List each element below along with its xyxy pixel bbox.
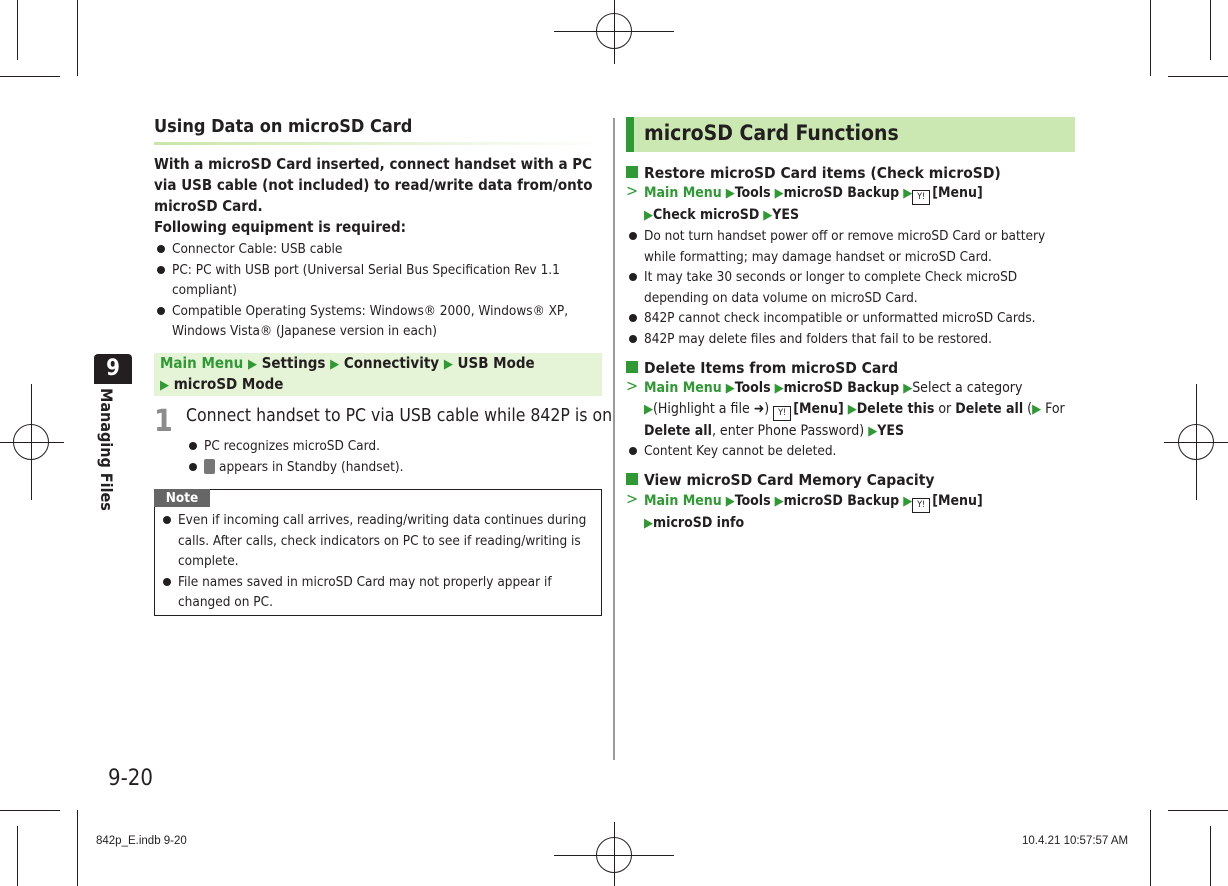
path-item: Tools — [734, 185, 771, 201]
heading-text: microSD Card Functions — [644, 121, 899, 145]
list-item: File names saved in microSD Card may not properly appear if changed on PC. — [160, 572, 596, 613]
triangle-icon: ▶ — [903, 494, 913, 509]
chevron-right-icon: > — [626, 181, 639, 200]
y-key-icon: Y! — [912, 498, 930, 513]
path-item: [Menu] — [932, 185, 983, 201]
chapter-number: 9 — [94, 354, 132, 384]
path-item: microSD info — [653, 515, 745, 531]
registration-mark — [13, 424, 49, 460]
triangle-icon: ▶ — [644, 516, 653, 531]
path-item: Check microSD — [653, 207, 760, 223]
square-icon — [626, 361, 638, 373]
triangle-icon: ▶ — [644, 208, 653, 223]
chevron-right-icon: > — [626, 489, 639, 508]
triangle-icon: ▶ — [763, 208, 773, 223]
intro — [154, 154, 594, 238]
path-item: microSD Backup — [783, 493, 900, 509]
crop-mark — [1210, 0, 1211, 60]
path-item: YES — [877, 423, 905, 439]
list-item: PC: PC with USB port (Universal Serial Bus Specification Rev 1.1 compliant) — [154, 260, 574, 301]
subsection-title — [626, 164, 1001, 182]
list-item: It may take 30 seconds or longer to complete Check microSD depending on data volume on microSD Card. — [626, 267, 1062, 308]
square-icon — [626, 473, 638, 485]
crop-mark — [0, 76, 60, 77]
path-item: microSD Backup — [783, 185, 900, 201]
subsection-title-text: Restore microSD Card items (Check microSD) — [644, 164, 1001, 182]
operation-path: Main Menu ▶Tools ▶microSD Backup ▶Select a category ▶(Highlight a file ➜) Y! [Menu] ▶Delete this or Delete all (▶ For Delete all, enter Phone Password) ▶YES — [644, 380, 1065, 439]
list-item-text: appears in Standby (handset). — [219, 458, 404, 475]
column-divider — [613, 118, 615, 760]
triangle-icon: ▶ — [868, 424, 878, 439]
triangle-icon: ▶ — [330, 357, 340, 372]
triangle-icon: ▶ — [644, 402, 653, 417]
intro-text: With a microSD Card inserted, connect handset with a PC via USB cable (not included) to read/write data from/onto microSD Card. — [154, 155, 593, 215]
path-item: YES — [772, 207, 800, 223]
subsection-title-text: View microSD Card Memory Capacity — [644, 471, 935, 489]
path-item: Delete all — [644, 423, 712, 439]
registration-mark — [596, 837, 632, 873]
step-bullets — [186, 436, 586, 477]
path-item: (Highlight a file — [653, 401, 750, 417]
y-key-icon: Y! — [912, 190, 930, 205]
step-text: Connect handset to PC via USB cable while 842P is on — [186, 406, 613, 426]
list-item: 842P cannot check incompatible or unformatted microSD Cards. — [626, 308, 1062, 329]
triangle-icon: ▶ — [247, 357, 257, 372]
usb-indicator-icon — [204, 459, 215, 474]
path-main-menu: Main Menu — [644, 380, 722, 396]
list-item: Do not turn handset power off or remove microSD Card or battery while formatting; may damage handset or microSD Card. — [626, 226, 1062, 267]
registration-mark — [596, 13, 632, 49]
crop-mark — [1168, 810, 1228, 811]
operation-path — [644, 491, 1074, 534]
list-item: 842P may delete files and folders that fail to be restored. — [626, 329, 1062, 350]
operation-path — [644, 183, 1074, 226]
path-main-menu: Main Menu — [160, 354, 244, 372]
triangle-icon: ▶ — [774, 186, 784, 201]
crop-mark — [1168, 76, 1228, 77]
step-number: 1 — [154, 404, 173, 439]
crop-mark — [17, 826, 18, 886]
crop-mark — [17, 0, 18, 60]
subsection-title-text: Delete Items from microSD Card — [644, 359, 899, 377]
triangle-icon: ▶ — [774, 381, 784, 396]
list-item: PC recognizes microSD Card. — [186, 436, 586, 457]
triangle-icon: ▶ — [774, 494, 784, 509]
triangle-icon: ▶ — [725, 381, 735, 396]
page-number: 9-20 — [108, 766, 153, 791]
registration-mark — [1178, 424, 1214, 460]
path-item: , enter Phone Password) — [711, 423, 865, 439]
crop-mark — [77, 0, 78, 76]
triangle-icon: ▶ — [847, 402, 857, 417]
triangle-icon: ▶ — [725, 186, 735, 201]
path-item: [Menu] — [932, 493, 983, 509]
section-underline — [154, 142, 602, 145]
list-item: Compatible Operating Systems: Windows® 2000, Windows® XP, Windows Vista® (Japanese version in each) — [154, 301, 574, 342]
chapter-title: Managing Files — [97, 388, 116, 511]
note-label: Note — [154, 489, 210, 507]
footer-timestamp: 10.4.21 10:57:57 AM — [1022, 835, 1129, 847]
triangle-icon: ▶ — [725, 494, 735, 509]
crop-mark — [77, 810, 78, 886]
path-item: [Menu] — [793, 401, 844, 417]
note-list — [160, 510, 596, 613]
section-title: Using Data on microSD Card — [154, 116, 413, 137]
path-item: For — [1045, 401, 1065, 417]
crop-mark — [1150, 0, 1151, 76]
crop-mark — [1150, 810, 1151, 886]
list-item: Even if incoming call arrives, reading/writing data continues during calls. After calls, check indicators on PC to see if reading/writing is complete. — [160, 510, 596, 572]
triangle-icon: ▶ — [903, 381, 913, 396]
triangle-icon: ▶ — [443, 357, 453, 372]
path-main-menu: Main Menu — [644, 185, 722, 201]
operation-path — [154, 353, 602, 396]
triangle-icon: ▶ — [903, 186, 913, 201]
bullet-list — [626, 441, 1062, 462]
path-item: Delete all — [955, 401, 1024, 417]
right-heading — [626, 117, 1075, 152]
heading-bar — [626, 117, 634, 152]
triangle-icon: ▶ — [1032, 402, 1042, 417]
footer-file: 842p_E.indb 9-20 — [96, 835, 187, 847]
path-microsd-mode: microSD Mode — [173, 375, 284, 393]
list-item: Connector Cable: USB cable — [154, 239, 574, 260]
path-item: Select a category — [912, 380, 1023, 396]
path-connectivity: Connectivity — [343, 354, 440, 372]
list-item: Content Key cannot be deleted. — [626, 441, 1062, 462]
path-item: Tools — [734, 380, 771, 396]
required-text: Following equipment is required: — [154, 218, 407, 236]
requirements-list — [154, 239, 574, 342]
path-item: Tools — [734, 493, 771, 509]
square-icon — [626, 166, 638, 178]
triangle-icon: ▶ — [160, 378, 169, 393]
path-usb-mode: USB Mode — [457, 354, 535, 372]
path-main-menu: Main Menu — [644, 493, 722, 509]
arrow-icon: ➜) — [753, 401, 770, 417]
bullet-list — [626, 226, 1062, 349]
path-item: or — [938, 401, 952, 417]
path-item: Delete this — [856, 401, 935, 417]
path-item: microSD Backup — [783, 380, 900, 396]
crop-mark — [0, 810, 60, 811]
list-item — [186, 457, 586, 478]
path-settings: Settings — [261, 354, 326, 372]
subsection-title — [626, 471, 934, 489]
y-key-icon: Y! — [773, 406, 791, 421]
subsection-title — [626, 359, 898, 377]
chevron-right-icon: > — [626, 376, 639, 395]
crop-mark — [1210, 826, 1211, 886]
